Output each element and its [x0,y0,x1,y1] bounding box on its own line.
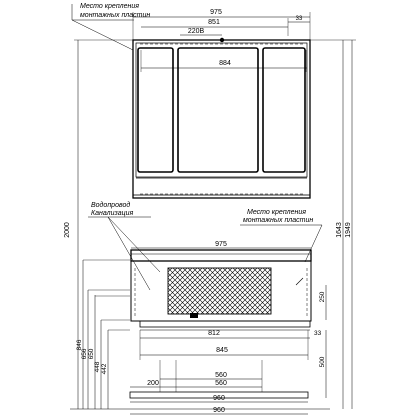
dim-448: 448 [94,361,101,373]
label-mount-bottom-line2: монтажных пластин [243,217,314,224]
mirror-door-center [178,48,258,172]
dim-560a: 560 [215,380,227,387]
dim-base-width: 960 [213,395,225,402]
dim-mirror-right-offset: 33 [295,16,303,22]
dim-mirror-width: 975 [210,9,222,16]
drawer-hatched-area [168,268,271,314]
dim-1643: 1643 [336,222,343,238]
label-voltage: 220В [187,28,205,35]
label-mount-top-line1: Место крепления [80,3,140,10]
dim-846: 846 [76,339,83,351]
dim-33b: 33 [314,330,322,337]
dim-mirror-shelf: 884 [219,60,231,67]
mirror-door-right [263,48,305,172]
dim-656: 656 [81,348,88,360]
callout-mount-top [72,4,134,50]
label-mount-bottom-line1: Место крепления [247,209,307,216]
dim-200: 200 [147,380,159,387]
callout-mount-bottom [240,225,322,262]
dim-1949: 1949 [345,222,352,238]
dim-812: 812 [208,330,220,337]
dim-mirror-inner: 851 [208,19,220,26]
callout-water [88,217,160,290]
mirror-door-left [138,48,173,172]
label-mount-top-line2: монтажных пластин [80,12,151,19]
dim-560b: 560 [215,372,227,379]
dim-650: 650 [88,348,95,360]
dim-500: 500 [319,356,326,368]
dim-total-height: 2000 [64,222,71,238]
dim-442: 442 [101,363,108,375]
label-water-line1: Водопровод [91,202,131,209]
label-water-line2: Канализация [91,210,134,217]
dim-floor-width: 960 [213,407,225,414]
dim-845: 845 [216,347,228,354]
dim-cabinet-width: 975 [215,241,227,248]
dim-drawer-height: 250 [319,291,326,303]
left-height-dimensions [70,40,330,409]
